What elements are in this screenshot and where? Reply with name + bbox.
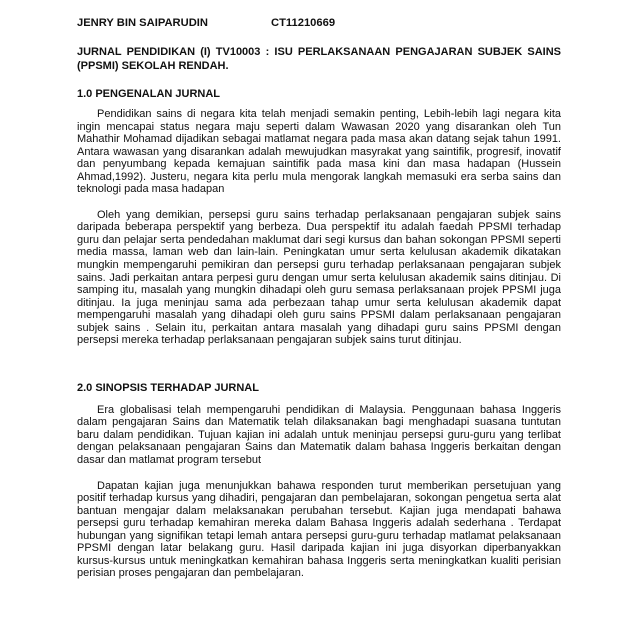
paragraph: Pendidikan sains di negara kita telah menjadi semakin penting, Lebih-lebih lagi negara kita ingin mencapai status negara maju seperti dalam Wawasan 2020 yang disarankan oleh Tun Mahathir Mohamad dijadikan sebagai matlamat negara pada masa akan datang sejak tahun 1991. Antara wawasan yang disarankan adalah mewujudkan masyrakat yang saintifik, progresif, inovatif dan penyumbang kepada kemajuan saintifik pada masa kini dan masa hadapan (Hussein Ahmad,1992). Justeru, negara kita perlu mula mengorak langkah memasuki era serba sains dan teknologi pada masa hadapan: [77, 108, 561, 196]
section-heading-introduction: 1.0 PENGENALAN JURNAL: [77, 88, 221, 100]
student-id: CT11210669: [271, 17, 336, 29]
paragraph: Era globalisasi telah mempengaruhi pendidikan di Malaysia. Penggunaan bahasa Inggeris dalam pengajaran Sains dan Matematik telah dilaksanakan bagi menghadapi suasana tuntutan baru dalam pendidikan. Tujuan kajian ini adalah untuk meninjau persepsi guru-guru yang terlibat dengan pelaksanaan pengajaran Sains dan Matematik dalam bahasa Inggeris berkaitan dengan dasar dan matlamat program tersebut: [77, 403, 561, 467]
document-title: JURNAL PENDIDIKAN (I) TV10003 : ISU PERLAKSANAAN PENGAJARAN SUBJEK SAINS (PPSMI) SEKOLAH RENDAH.: [77, 46, 561, 72]
section-heading-synopsis: 2.0 SINOPSIS TERHADAP JURNAL: [77, 381, 259, 394]
author-name: JENRY BIN SAIPARUDIN: [77, 17, 208, 29]
document-header: [77, 17, 561, 33]
document-page: [77, 17, 561, 580]
paragraph: Dapatan kajian juga menunjukkan bahawa responden turut memberikan persetujuan yang positif terhadap kursus yang dihadiri, pengajaran dan pembelajaran, sokongan pengetua serta alat bantuan mengajar dalam melaksanakan perubahan tersebut. Kajian juga mendapati bahawa persepsi guru terhadap kemahiran mereka dalam Bahasa Inggeris adalah sederhana . Terdapat hubungan yang signifikan tetapi lemah antara persepsi guru-guru terhadap matlamat pelaksanaan PPSMI dengan latar belakang guru. Hasil daripada kajian ini juga disyorkan diperbanyakkan kursus-kursus untuk meningkatkan kemahiran bahasa Inggeris serta meningkatkan kualiti perisian perisian proses pengajaran dan pembelajaran.: [77, 479, 561, 580]
paragraph: Oleh yang demikian, persepsi guru sains terhadap perlaksanaan pengajaran subjek sains daripada beberapa perspektif yang berbeza. Dua perspektif itu adalah faedah PPSMI terhadap guru dan pelajar serta pendedahan maklumat dari segi kursus dan bahan sokongan PPSMI seperti media massa, laman web dan lain-lain. Peningkatan umur serta kelulusan akademik dikatakan mungkin mempengaruhi pemikiran dan persepsi guru terhadap perlaksanaan pengajaran subjek sains. Jadi perkaitan antara perpesi guru dengan umur serta kelulusan akademik sains ditinjau. Di samping itu, masalah yang mungkin dihadapi oleh guru semasa perlaksanaan projek PPSMI juga ditinjau. Ia juga meninjau sama ada perbezaan tahap umur serta kelulusan akademik dapat mempengaruhi masalah yang dihadapi oleh guru sains PPSMI dalam perlaksanaan pengajaran subjek sains . Selain itu, perkaitan antara masalah yang dihadapi guru sains PPSMI dengan persepsi mereka terhadap perlaksanaan pengajaran subjek sains turut ditinjau.: [77, 208, 561, 347]
